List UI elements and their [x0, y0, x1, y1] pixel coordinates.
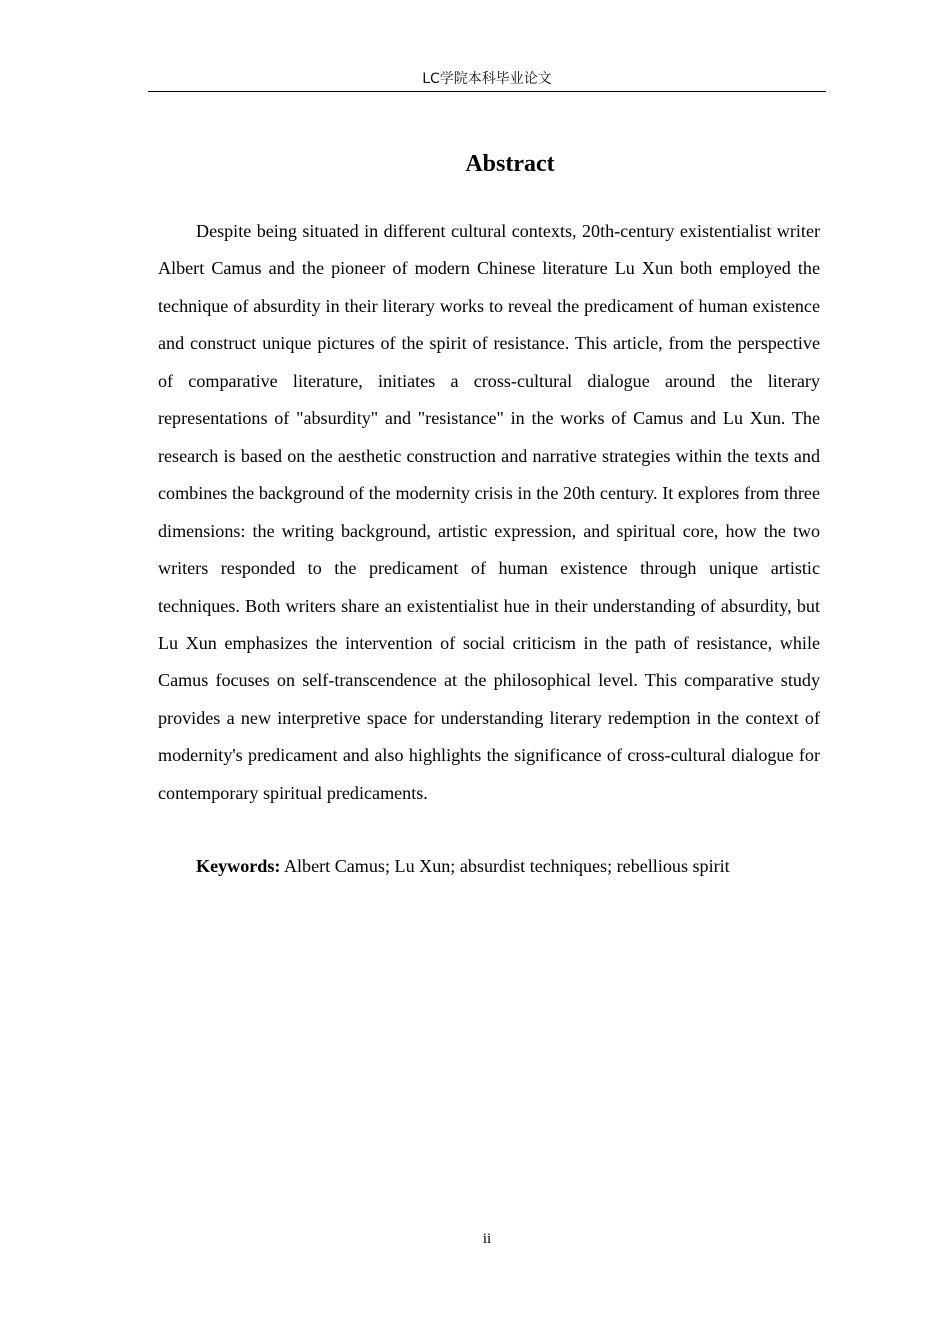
keywords-list: Albert Camus; Lu Xun; absurdist techniques; rebellious spirit: [280, 856, 730, 876]
abstract-body: Despite being situated in different cultural contexts, 20th-century existentialist writer Albert Camus and the pioneer of modern Chinese literature Lu Xun both employed the technique of absurdity in their literary works to reveal the predicament of human existence and construct unique pictures of the spirit of resistance. This article, from the perspective of comparative literature, initiates a cross-cultural dialogue around the literary representations of "absurdity" and "resistance" in the works of Camus and Lu Xun. The research is based on the aesthetic construction and narrative strategies within the texts and combines the background of the modernity crisis in the 20th century. It explores from three dimensions: the writing background, artistic expression, and spiritual core, how the two writers responded to the predicament of human existence through unique artistic techniques. Both writers share an existentialist hue in their understanding of absurdity, but Lu Xun emphasizes the intervention of social criticism in the path of resistance, while Camus focuses on self-transcendence at the philosophical level. This comparative study provides a new interpretive space for understanding literary redemption in the context of modernity's predicament and also highlights the significance of cross-cultural dialogue for contemporary spiritual predicaments.: [158, 221, 820, 803]
abstract-title: Abstract: [465, 151, 555, 177]
page-number: ii: [482, 1231, 492, 1247]
running-header: LC学院本科毕业论文: [422, 71, 552, 87]
keywords-line: [158, 848, 820, 885]
header-rule: [148, 91, 826, 92]
keywords-label: Keywords:: [196, 856, 281, 876]
